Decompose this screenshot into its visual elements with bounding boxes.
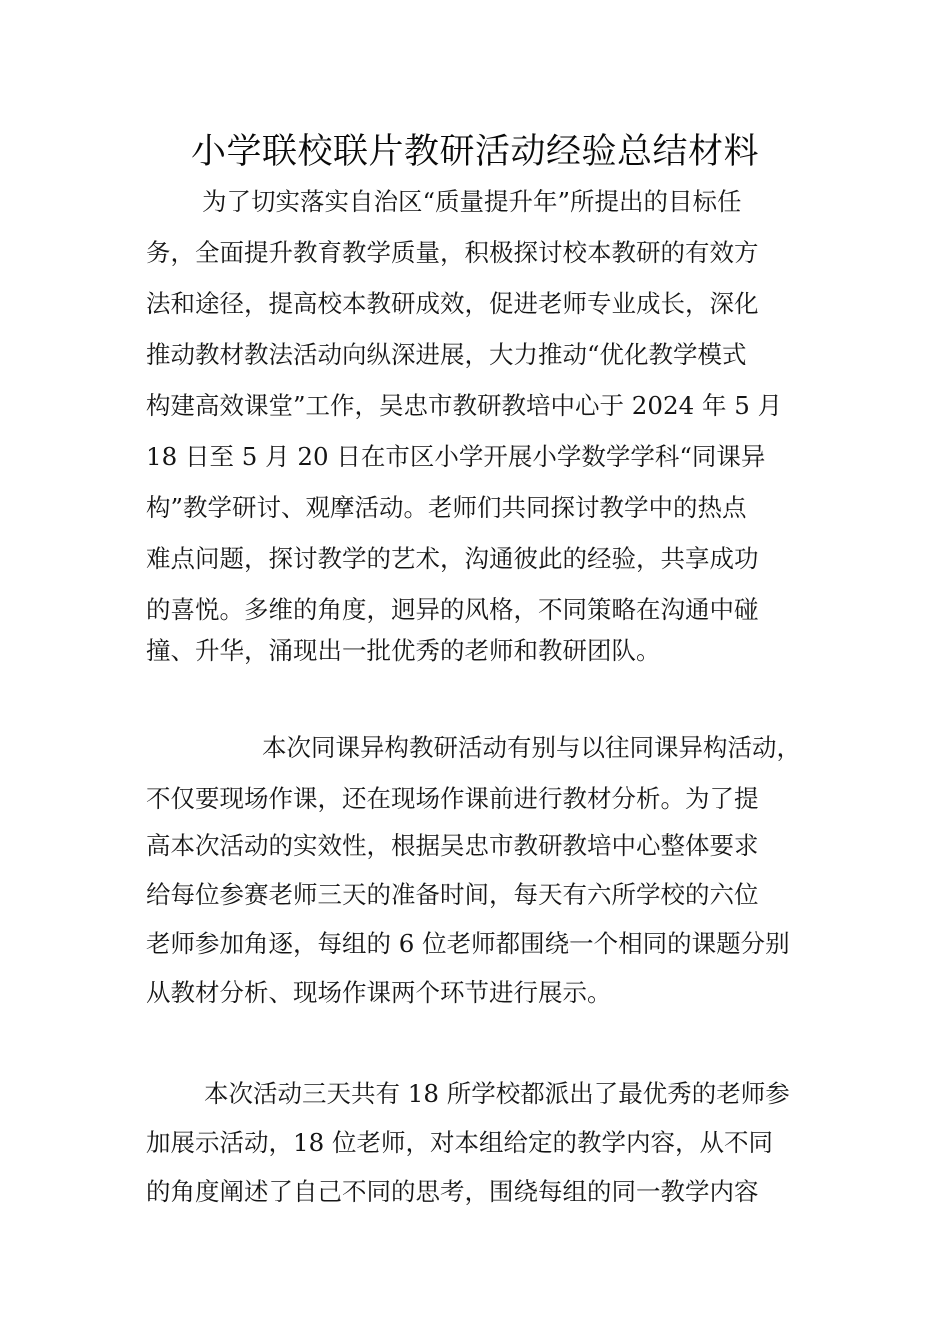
paragraph-line: 构”教学研讨、观摩活动。老师们共同探讨教学中的热点 (146, 493, 747, 522)
paragraph-line: 18 日至 5 月 20 日在市区小学开展小学数学学科“同课异 (146, 442, 766, 471)
paragraph-line: 的喜悦。多维的角度，迥异的风格，不同策略在沟通中碰 (146, 595, 759, 624)
paragraph-line: 为了切实落实自治区“质量提升年”所提出的目标任 (202, 187, 742, 216)
paragraph-line: 本次活动三天共有 18 所学校都派出了最优秀的老师参 (204, 1079, 790, 1108)
paragraph-line: 高本次活动的实效性，根据吴忠市教研教培中心整体要求 (146, 831, 759, 860)
paragraph-line: 从教材分析、现场作课两个环节进行展示。 (146, 978, 612, 1007)
paragraph-line: 法和途径，提高校本教研成效，促进老师专业成长，深化 (146, 289, 759, 318)
paragraph-line: 务，全面提升教育教学质量，积极探讨校本教研的有效方 (146, 238, 759, 267)
paragraph-line: 不仅要现场作课，还在现场作课前进行教材分析。为了提 (146, 784, 759, 813)
paragraph-line: 加展示活动，18 位老师，对本组给定的教学内容，从不同 (146, 1128, 773, 1157)
paragraph-line: 给每位参赛老师三天的准备时间，每天有六所学校的六位 (146, 880, 759, 909)
paragraph-line: 老师参加角逐，每组的 6 位老师都围绕一个相同的课题分别 (146, 929, 790, 958)
paragraph-line: 推动教材教法活动向纵深进展，大力推动“优化教学模式 (146, 340, 747, 369)
paragraph-line: 本次同课异构教研活动有别与以往同课异构活动， (262, 733, 801, 762)
paragraph-line: 的角度阐述了自己不同的思考，围绕每组的同一教学内容 (146, 1177, 759, 1206)
document-title: 小学联校联片教研活动经验总结材料 (190, 132, 759, 172)
paragraph-line: 撞、升华，涌现出一批优秀的老师和教研团队。 (146, 636, 661, 665)
paragraph-line: 难点问题，探讨教学的艺术，沟通彼此的经验，共享成功 (146, 544, 759, 573)
paragraph-line: 构建高效课堂”工作，吴忠市教研教培中心于 2024 年 5 月 (146, 391, 783, 420)
